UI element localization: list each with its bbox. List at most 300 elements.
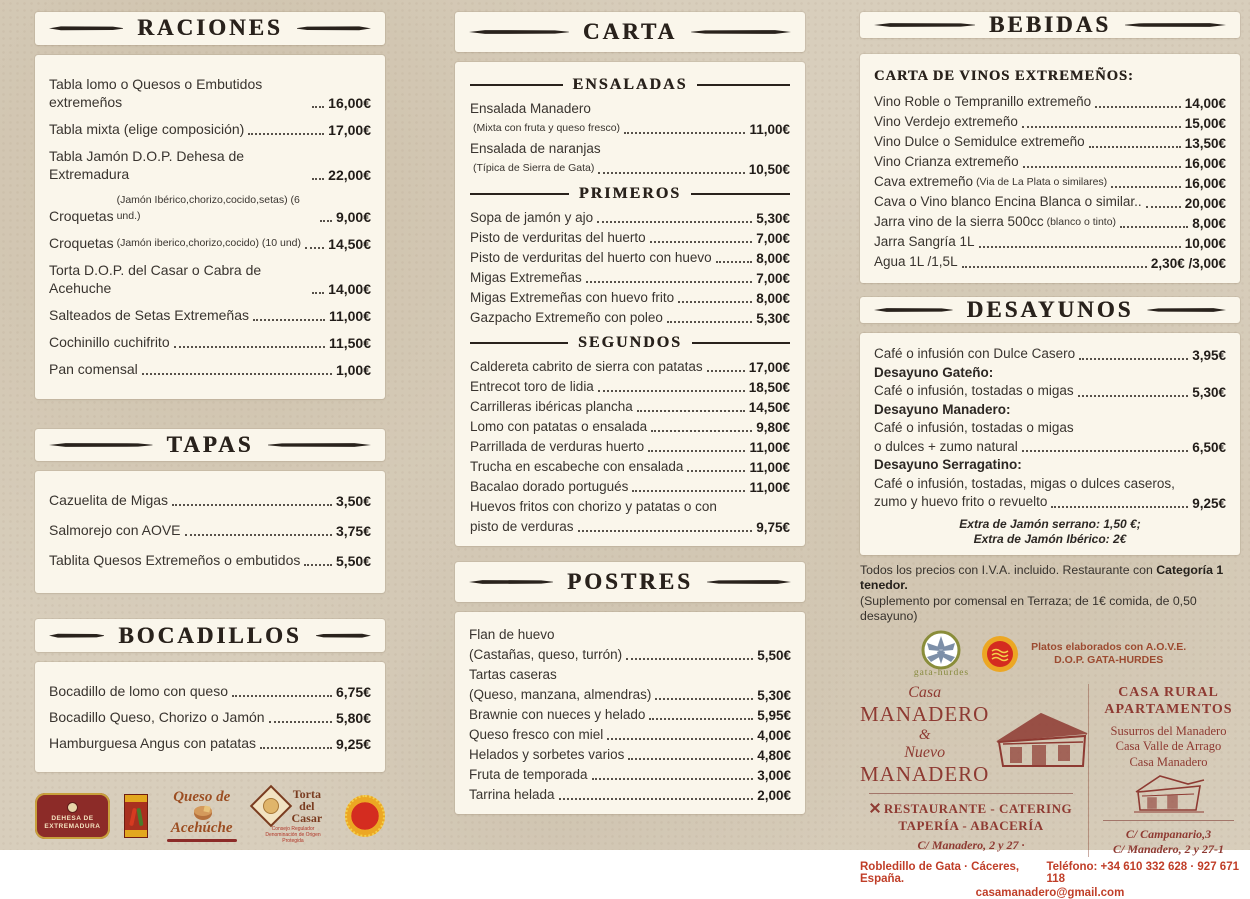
menu-item-row: [874, 93, 1226, 111]
item-name: Desayuno Gateño:: [874, 364, 994, 380]
leader-dots: [174, 346, 325, 348]
item-price: 10,50€: [748, 162, 790, 177]
leader-dots: [312, 178, 324, 180]
leader-dots: [962, 266, 1147, 268]
item-price: 9,00€: [335, 208, 371, 225]
menu-item-row: [470, 249, 790, 266]
menu-item-row: [469, 706, 791, 723]
ornament-line: [49, 633, 104, 639]
brand-manadero-1: MANADERO: [860, 701, 990, 726]
item-price: 5,30€: [1192, 384, 1226, 400]
menu-item-row: [469, 646, 791, 663]
menu-item-row: [874, 456, 1226, 474]
menu-item-row: [470, 518, 790, 535]
section-title-desayunos: DESAYUNOS: [966, 297, 1134, 322]
house-name: Susurros del Manadero: [1110, 723, 1227, 738]
brand-casa: Casa: [908, 683, 942, 701]
brand-ampersand: &: [918, 726, 931, 743]
section-title-tapas: TAPAS: [166, 432, 254, 457]
leader-dots: [1022, 450, 1188, 452]
item-name: Café o infusión con Dulce Casero: [874, 346, 1076, 361]
menu-item-row: [49, 333, 371, 351]
menu-item-row: [874, 345, 1226, 363]
crossed-cutlery-icon: [870, 803, 880, 813]
pepper-icon: [136, 808, 143, 826]
ornament-line: [707, 579, 791, 585]
leader-dots: [559, 798, 754, 800]
menu-item-row: [470, 418, 790, 435]
item-price: 13,50€: [1184, 136, 1226, 151]
item-price: 16,00€: [1184, 156, 1226, 171]
item-price: 20,00€: [1184, 196, 1226, 211]
item-name: Caldereta cabrito de sierra con patatas: [470, 359, 703, 374]
pimenton-de-la-vera-logo: [124, 794, 148, 838]
item-name: Jarra vino de la sierra 500cc: [874, 214, 1044, 229]
item-name: Tabla mixta (elige composición): [49, 120, 245, 137]
gata-hurdes-flower-icon: [921, 630, 961, 670]
right-column: [860, 12, 1240, 899]
item-name: Cazuelita de Migas: [49, 492, 169, 509]
item-price: 3,00€: [757, 768, 791, 783]
services-line-1: RESTAURANTE - CATERING: [883, 800, 1073, 816]
leader-dots: [172, 504, 332, 506]
item-name: Helados y sorbetes varios: [469, 747, 625, 762]
leader-dots: [1089, 146, 1181, 148]
menu-item-row: [874, 193, 1226, 211]
item-name: Café o infusión, tostadas, migas o dulces caseros,: [874, 475, 1175, 491]
leader-dots: [305, 247, 324, 249]
leader-dots: [312, 106, 324, 108]
menu-item-row: [49, 708, 371, 726]
item-note: (blanco o tinto): [1046, 216, 1117, 228]
item-price: 6,75€: [335, 684, 371, 701]
leader-dots: [651, 430, 752, 432]
menu-item-row: [874, 419, 1226, 437]
item-price: 11,00€: [749, 460, 790, 475]
dop-gata-hurdes-seal-icon: [981, 635, 1019, 673]
menu-item-row: [470, 358, 790, 375]
item-name: Salmorejo con AOVE: [49, 522, 181, 539]
menu-item-row: [874, 475, 1226, 493]
section-title-postres: POSTRES: [567, 569, 693, 594]
aove-line-2: D.O.P. GATA-HURDES: [1054, 653, 1164, 666]
bebidas-rows: [874, 93, 1226, 271]
note-line1: Todos los precios con I.V.A. incluido. Restaurante con: [860, 562, 1157, 577]
menu-item-row: [470, 398, 790, 415]
torta-sub-1: Consejo Regulador: [271, 826, 315, 833]
leader-dots: [312, 292, 324, 294]
item-price: 5,30€: [756, 311, 790, 326]
menu-item-row: [470, 120, 790, 137]
certification-logos-row: [35, 788, 385, 844]
menu-item-row: [49, 261, 371, 297]
item-name: Vino Verdejo extremeño: [874, 114, 1018, 129]
item-name: Migas Extremeñas: [470, 270, 582, 285]
bebidas-header: [860, 12, 1240, 38]
leader-dots: [716, 261, 753, 263]
leader-dots: [648, 450, 745, 452]
leader-dots: [607, 738, 753, 740]
item-note: (Jamón iberico,chorizo,cocido) (10 und): [116, 236, 302, 249]
item-name: Desayuno Manadero:: [874, 401, 1011, 417]
item-price: 18,50€: [748, 380, 790, 395]
menu-item-row: [470, 100, 790, 117]
leader-dots: [667, 321, 752, 323]
item-name: Brawnie con nueces y helado: [469, 707, 646, 722]
brand-address: C/ Manadero, 2 y 27 ·: [917, 837, 1025, 852]
casa-rural-address-2: C/ Manadero, 2 y 27-1: [1113, 842, 1224, 856]
badge-row: [860, 630, 1240, 678]
ornament-line: [49, 25, 123, 31]
item-price: 10,00€: [1184, 236, 1226, 251]
contact-block: [860, 861, 1240, 899]
extra-note: Extra de Jamón Ibérico: 2€: [973, 531, 1127, 546]
item-name: Pan comensal: [49, 360, 138, 377]
leader-dots: [320, 220, 332, 222]
menu-item-row: [470, 160, 790, 177]
menu-item-row: [469, 686, 791, 703]
menu-item-row: [49, 306, 371, 324]
menu-item-row: [49, 734, 371, 752]
leader-dots: [637, 410, 745, 412]
queso-de-acehuche-logo: [162, 790, 242, 842]
primeros-rows: [470, 209, 790, 326]
leader-dots: [1111, 186, 1181, 188]
menu-item-row: [469, 726, 791, 743]
item-price: 11,00€: [749, 440, 790, 455]
item-note: (Jamón Ibérico,chorizo,cocido,setas) (6 und.): [116, 193, 300, 222]
item-price: 14,00€: [1184, 96, 1226, 111]
item-name: Agua 1L /1,5L: [874, 254, 958, 269]
leader-dots: [260, 747, 332, 749]
leader-dots: [687, 470, 745, 472]
dehesa-label: DEHESA DE EXTREMADURA: [44, 814, 101, 830]
item-name: Salteados de Setas Extremeñas: [49, 306, 250, 323]
item-price: 11,00€: [749, 480, 790, 495]
menu-item-row: [49, 147, 371, 183]
item-price: 16,00€: [1184, 176, 1226, 191]
item-price: 7,00€: [756, 231, 790, 246]
queso-label-1: Queso de: [173, 789, 231, 806]
menu-item-row: [470, 289, 790, 306]
menu-item-row: [874, 133, 1226, 151]
torta-label-3: Casar: [291, 811, 323, 826]
leader-dots: [626, 658, 753, 660]
menu-item-row: [49, 192, 371, 225]
raciones-card: [35, 55, 385, 399]
leader-dots: [628, 758, 753, 760]
leader-dots: [1078, 395, 1189, 397]
leader-dots: [1022, 126, 1181, 128]
vinos-heading: CARTA DE VINOS EXTREMEÑOS:: [874, 68, 1134, 84]
item-name: Huevos fritos con chorizo y patatas o con: [470, 499, 717, 514]
menu-item-row: [49, 360, 371, 378]
item-name: Cochinillo cuchifrito: [49, 333, 170, 350]
item-name: Torta D.O.P. del Casar o Cabra de Acehuche: [49, 261, 262, 296]
item-name: Carrilleras ibéricas plancha: [470, 399, 633, 414]
item-name: Ensalada Manadero: [470, 101, 591, 116]
item-name: pisto de verduras: [470, 519, 574, 534]
menu-item-row: [469, 766, 791, 783]
item-price: 3,50€: [335, 493, 371, 510]
casa-rural-block: [1088, 684, 1240, 858]
leader-dots: [598, 390, 745, 392]
menu-item-row: [469, 666, 791, 683]
leader-dots: [624, 132, 745, 134]
leader-dots: [269, 721, 332, 723]
item-price: 8,00€: [1192, 216, 1226, 231]
item-price: 5,50€: [757, 648, 791, 663]
item-price: 17,00€: [748, 360, 790, 375]
aove-line-1: Platos elaborados con A.O.V.E.: [1031, 640, 1187, 653]
leader-dots: [248, 133, 324, 135]
extra-note: Extra de Jamón serrano: 1,50 €;: [959, 516, 1141, 531]
item-name: Bocadillo Queso, Chorizo o Jamón: [49, 709, 265, 726]
item-name: Café o infusión, tostadas o migas: [874, 383, 1074, 398]
desayunos-extras: [874, 517, 1226, 547]
leader-dots: [1079, 358, 1188, 360]
ornament-line: [316, 633, 371, 639]
menu-item-row: [874, 382, 1226, 400]
ornament-line: [874, 307, 953, 313]
leader-dots: [650, 241, 753, 243]
leader-dots: [304, 564, 332, 566]
item-name: (Castañas, queso, turrón): [469, 647, 623, 662]
torta-del-casar-logo: [256, 788, 331, 844]
ensaladas-rows: [470, 100, 790, 177]
leader-dots: [649, 718, 753, 720]
item-name: Ensalada de naranjas: [470, 141, 601, 156]
leader-dots: [598, 172, 744, 174]
item-name: zumo y huevo frito o revuelto: [874, 494, 1048, 509]
postres-header: [455, 562, 805, 602]
aove-note: [1031, 641, 1186, 667]
menu-item-row: [874, 364, 1226, 382]
menu-item-row: [874, 233, 1226, 251]
item-price: 5,50€: [335, 553, 371, 570]
item-price: 1,00€: [335, 361, 371, 378]
queso-underline: [167, 839, 237, 842]
menu-item-row: [470, 458, 790, 475]
item-name: Tabla Jamón D.O.P. Dehesa de Extremadura: [49, 147, 245, 182]
menu-item-row: [49, 234, 371, 252]
menu-item-row: [874, 438, 1226, 456]
tapas-card: [35, 471, 385, 593]
item-price: 3,95€: [1192, 347, 1226, 363]
item-name: Tarrina helada: [469, 787, 555, 802]
item-name: Tabla lomo o Quesos o Embutidos extremeños: [49, 75, 263, 110]
menu-item-row: [49, 491, 371, 509]
section-title-raciones: RACIONES: [137, 15, 283, 41]
desayunos-header: [860, 297, 1240, 323]
menu-item-row: [49, 75, 371, 111]
leader-dots: [578, 530, 753, 532]
leader-dots: [592, 778, 754, 780]
item-name: Café o infusión, tostadas o migas: [874, 420, 1074, 435]
item-name: Tartas caseras: [469, 667, 557, 682]
note-line2: (Suplemento por comensal en Terraza; de 1€ comida, de 0,50 desayuno): [860, 593, 1197, 623]
item-note: (Via de La Plata o similares): [976, 176, 1108, 188]
item-price: 9,25€: [335, 736, 371, 753]
subsection-title-ensaladas: ENSALADAS: [572, 76, 688, 93]
item-name: Entrecot toro de lidia: [470, 379, 594, 394]
item-name: Sopa de jamón y ajo: [470, 210, 594, 225]
casa-rural-title-2: APARTAMENTOS: [1104, 701, 1233, 717]
item-name: o dulces + zumo natural: [874, 438, 1018, 454]
item-name: Pisto de verduritas del huerto: [470, 230, 646, 245]
menu-item-row: [49, 551, 371, 569]
section-title-carta: CARTA: [582, 19, 678, 44]
item-price: 4,80€: [757, 748, 791, 763]
item-price: 15,00€: [1184, 116, 1226, 131]
menu-item-row: [49, 120, 371, 138]
menu-item-row: [470, 309, 790, 326]
leader-dots: [1120, 226, 1188, 228]
menu-item-row: [470, 209, 790, 226]
divider: [1103, 820, 1235, 821]
middle-column: [455, 12, 805, 844]
item-name: Vino Dulce o Semidulce extremeño: [874, 134, 1085, 149]
note-line1-bold: Categoría 1 tenedor.: [860, 562, 1224, 592]
item-name: Queso fresco con miel: [469, 727, 604, 742]
ornament-line: [691, 29, 791, 35]
queso-label-2: Acehúche: [170, 820, 233, 837]
ornament-line: [469, 579, 553, 585]
menu-item-row: [469, 786, 791, 803]
ornament-line: [268, 442, 372, 448]
section-title-bebidas: BEBIDAS: [989, 12, 1111, 37]
leader-dots: [707, 370, 745, 372]
left-column: [35, 12, 385, 844]
leader-dots: [655, 698, 753, 700]
leader-dots: [1095, 106, 1181, 108]
leader-dots: [142, 373, 332, 375]
menu-item-row: [470, 269, 790, 286]
item-price: 2,30€ /3,00€: [1150, 256, 1226, 271]
casa-rural-houses: [1111, 724, 1227, 771]
menu-item-row: [874, 401, 1226, 419]
menu-item-row: [469, 746, 791, 763]
ornament-line: [1125, 22, 1226, 28]
menu-item-row: [469, 626, 791, 643]
item-price: 4,00€: [757, 728, 791, 743]
item-price: 6,50€: [1192, 440, 1226, 455]
leader-dots: [678, 301, 752, 303]
item-name: Pisto de verduritas del huerto con huevo: [470, 250, 712, 265]
torta-diamond-icon: [249, 785, 291, 827]
carta-card: [455, 62, 805, 546]
house-name: Casa Valle de Arrago: [1115, 739, 1222, 753]
item-price: 8,00€: [756, 291, 790, 306]
item-price: 5,80€: [335, 710, 371, 727]
item-price: 22,00€: [328, 166, 371, 183]
leader-dots: [1146, 206, 1181, 208]
menu-item-row: [874, 153, 1226, 171]
house-name: Casa Manadero: [1129, 754, 1208, 769]
item-price: 2,00€: [757, 788, 791, 803]
bocadillos-header: [35, 619, 385, 652]
item-name: Gazpacho Extremeño con poleo: [470, 310, 663, 325]
menu-item-row: [470, 229, 790, 246]
subsection-title-primeros: PRIMEROS: [578, 185, 682, 202]
menu-item-row: [874, 213, 1226, 231]
item-name: Jarra Sangría 1L: [874, 234, 975, 249]
gata-hurdes-logo: [914, 630, 969, 678]
contact-phone: Teléfono: +34 610 332 628 · 927 671 118: [1046, 861, 1239, 885]
item-name: Fruta de temporada: [469, 767, 588, 782]
postres-card: [455, 612, 805, 814]
ornament-line: [1147, 307, 1226, 313]
item-name: Parrillada de verduras huerto: [470, 439, 645, 454]
dehesa-de-extremadura-logo: [35, 793, 110, 839]
torta-sub-2: Denominación de Origen Protegida: [265, 832, 321, 845]
ornament-line: [874, 22, 975, 28]
item-price: 9,75€: [756, 520, 790, 535]
ornament-line: [297, 25, 371, 31]
brand-nuevo: Nuevo: [904, 743, 946, 761]
leader-dots: [185, 534, 332, 536]
bocadillos-card: [35, 662, 385, 772]
item-price: 16,00€: [328, 94, 371, 111]
item-name: Hamburguesa Angus con patatas: [49, 735, 257, 752]
item-name: Croquetas: [49, 207, 114, 224]
casa-manadero-block: [860, 684, 1088, 858]
leader-dots: [632, 490, 745, 492]
menu-item-row: [470, 378, 790, 395]
desayunos-rows: [874, 345, 1226, 511]
primeros-subheader: [470, 185, 790, 203]
item-note: (Típica de Sierra de Gata): [473, 162, 595, 174]
restaurant-building-sketch: [989, 700, 1094, 770]
casa-rural-address-1: C/ Campanario,3: [1125, 827, 1212, 841]
cheese-icon: [193, 805, 213, 821]
bebidas-card: [860, 54, 1240, 283]
menu-item-row: [874, 173, 1226, 191]
item-price: 9,25€: [1192, 495, 1226, 511]
item-name: Cava extremeño: [874, 174, 974, 189]
services-line-2: TAPERÍA - ABACERÍA: [898, 817, 1044, 833]
leader-dots: [253, 319, 325, 321]
ornament-line: [469, 29, 569, 35]
ornament-line: [49, 442, 153, 448]
item-price: 14,00€: [328, 280, 371, 297]
item-name: Desayuno Serragatino:: [874, 457, 1022, 472]
item-name: Migas Extremeñas con huevo frito: [470, 290, 675, 305]
gata-hurdes-label: gata-hurdes: [913, 667, 970, 678]
brand-row: [860, 684, 1240, 858]
item-price: 7,00€: [756, 271, 790, 286]
item-price: 5,30€: [756, 211, 790, 226]
contact-location: Robledillo de Gata · Cáceres, España.: [860, 861, 1020, 885]
pepper-icon: [129, 808, 137, 826]
item-price: 5,30€: [757, 688, 791, 703]
item-price: 17,00€: [328, 121, 371, 138]
item-name: Tablita Quesos Extremeños o embutidos: [49, 552, 301, 569]
rural-house-sketch: [1130, 770, 1208, 814]
item-price: 3,75€: [335, 523, 371, 540]
menu-item-row: [874, 493, 1226, 511]
menu-item-row: [874, 113, 1226, 131]
item-name: Cava o Vino blanco Encina Blanca o similar..: [874, 194, 1142, 209]
item-price: 11,50€: [328, 334, 371, 351]
item-note: (Mixta con fruta y queso fresco): [473, 122, 621, 134]
item-price: 11,00€: [328, 307, 371, 324]
leader-dots: [232, 695, 332, 697]
item-name: Lomo con patatas o ensalada: [470, 419, 648, 434]
dop-seal-logo: [345, 795, 385, 837]
tapas-header: [35, 429, 385, 462]
item-name: Bocadillo de lomo con queso: [49, 683, 229, 700]
